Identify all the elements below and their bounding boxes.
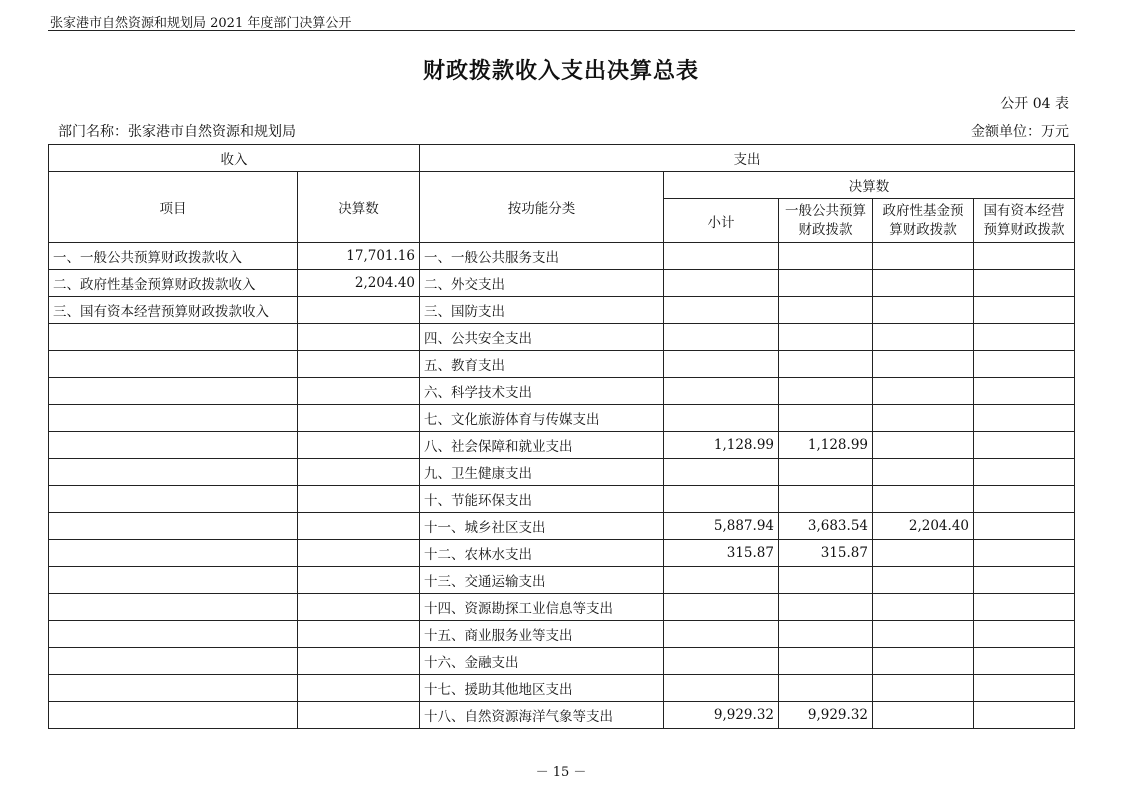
- subtotal-cell: [664, 459, 779, 486]
- gov-fund-cell: [873, 351, 974, 378]
- expense-item-cell: 十七、援助其他地区支出: [420, 675, 664, 702]
- gov-fund-cell: [873, 486, 974, 513]
- expense-item-cell: 五、教育支出: [420, 351, 664, 378]
- table-body: [49, 243, 1075, 729]
- subtotal-cell: [664, 378, 779, 405]
- income-item-cell: [49, 594, 298, 621]
- income-amount-cell: [298, 675, 420, 702]
- general-budget-cell: [779, 459, 873, 486]
- income-item-cell: [49, 621, 298, 648]
- income-amount-cell: [298, 621, 420, 648]
- income-amount-cell: [298, 432, 420, 459]
- gov-fund-cell: [873, 297, 974, 324]
- gov-fund-cell: [873, 702, 974, 729]
- general-budget-cell: [779, 486, 873, 513]
- income-amount-cell: [298, 405, 420, 432]
- general-budget-cell: [779, 567, 873, 594]
- table-row: [49, 432, 1075, 459]
- income-amount-cell: [298, 540, 420, 567]
- subtotal-cell: 1,128.99: [664, 432, 779, 459]
- state-capital-cell: [974, 351, 1075, 378]
- state-capital-cell: [974, 432, 1075, 459]
- gov-fund-cell: [873, 567, 974, 594]
- expense-item-cell: 二、外交支出: [420, 270, 664, 297]
- gov-fund-cell: 2,204.40: [873, 513, 974, 540]
- income-amount-cell: [298, 351, 420, 378]
- income-amount-cell: 17,701.16: [298, 243, 420, 270]
- gov-fund-cell: [873, 621, 974, 648]
- income-amount-cell: [298, 486, 420, 513]
- income-item-cell: 三、国有资本经营预算财政拨款收入: [49, 297, 298, 324]
- table-row: [49, 648, 1075, 675]
- general-budget-cell: [779, 405, 873, 432]
- income-item-cell: [49, 675, 298, 702]
- gov-fund-cell: [873, 594, 974, 621]
- state-capital-cell: [974, 513, 1075, 540]
- gov-fund-cell: [873, 378, 974, 405]
- subtotal-cell: 5,887.94: [664, 513, 779, 540]
- expense-item-cell: 九、卫生健康支出: [420, 459, 664, 486]
- item-header: 项目: [49, 172, 298, 243]
- income-item-cell: [49, 486, 298, 513]
- table-row: [49, 675, 1075, 702]
- general-budget-cell: [779, 378, 873, 405]
- state-capital-cell: [974, 594, 1075, 621]
- income-amount-cell: [298, 378, 420, 405]
- table-row: [49, 621, 1075, 648]
- income-amount-cell: [298, 459, 420, 486]
- income-amount-cell: [298, 324, 420, 351]
- state-capital-cell: [974, 486, 1075, 513]
- gov-fund-cell: [873, 432, 974, 459]
- subtotal-cell: [664, 270, 779, 297]
- expense-item-cell: 十八、自然资源海洋气象等支出: [420, 702, 664, 729]
- state-capital-cell: [974, 459, 1075, 486]
- table-row: [49, 540, 1075, 567]
- state-capital-cell: [974, 540, 1075, 567]
- gov-fund-cell: [873, 459, 974, 486]
- expense-item-cell: 十一、城乡社区支出: [420, 513, 664, 540]
- gov-fund-header: 政府性基金预算财政拨款: [873, 199, 974, 243]
- state-capital-cell: [974, 567, 1075, 594]
- subtotal-cell: 9,929.32: [664, 702, 779, 729]
- expense-item-cell: 六、科学技术支出: [420, 378, 664, 405]
- expense-item-cell: 十二、农林水支出: [420, 540, 664, 567]
- general-budget-cell: [779, 621, 873, 648]
- expense-item-cell: 三、国防支出: [420, 297, 664, 324]
- income-item-cell: [49, 540, 298, 567]
- income-amount-cell: [298, 297, 420, 324]
- income-amount-cell: 2,204.40: [298, 270, 420, 297]
- income-item-cell: 二、政府性基金预算财政拨款收入: [49, 270, 298, 297]
- budget-amount-header: 决算数: [298, 172, 420, 243]
- income-item-cell: [49, 351, 298, 378]
- department-name: 部门名称：张家港市自然资源和规划局: [58, 124, 296, 140]
- state-capital-cell: [974, 702, 1075, 729]
- general-budget-cell: [779, 324, 873, 351]
- state-capital-cell: [974, 648, 1075, 675]
- income-amount-cell: [298, 702, 420, 729]
- state-capital-cell: [974, 675, 1075, 702]
- income-item-cell: [49, 432, 298, 459]
- subtotal-cell: [664, 486, 779, 513]
- income-item-cell: [49, 648, 298, 675]
- state-capital-cell: [974, 405, 1075, 432]
- functional-class-header: 按功能分类: [420, 172, 664, 243]
- general-budget-cell: [779, 270, 873, 297]
- expense-item-cell: 十五、商业服务业等支出: [420, 621, 664, 648]
- fiscal-summary-table: [48, 144, 1075, 729]
- expense-item-cell: 十、节能环保支出: [420, 486, 664, 513]
- subtotal-cell: [664, 297, 779, 324]
- page-number: － 15 －: [535, 765, 587, 780]
- income-item-cell: [49, 459, 298, 486]
- subtotal-cell: [664, 351, 779, 378]
- subtotal-cell: [664, 594, 779, 621]
- state-capital-header: 国有资本经营预算财政拨款: [974, 199, 1075, 243]
- general-budget-cell: [779, 297, 873, 324]
- income-item-cell: [49, 513, 298, 540]
- subtotal-cell: [664, 405, 779, 432]
- subtotal-cell: [664, 648, 779, 675]
- running-header: 张家港市自然资源和规划局 2021 年度部门决算公开: [50, 16, 352, 31]
- subtotal-cell: [664, 243, 779, 270]
- subtotal-header: 小计: [664, 199, 779, 243]
- table-row: [49, 459, 1075, 486]
- table-row: [49, 378, 1075, 405]
- general-budget-header: 一般公共预算财政拨款: [779, 199, 873, 243]
- expense-item-cell: 一、一般公共服务支出: [420, 243, 664, 270]
- table-row: [49, 486, 1075, 513]
- table-row: [49, 567, 1075, 594]
- table-row: [49, 513, 1075, 540]
- table-row: [49, 351, 1075, 378]
- header-divider: [48, 30, 1075, 31]
- expense-header: 支出: [420, 145, 1075, 172]
- subtotal-cell: [664, 324, 779, 351]
- subtotal-cell: [664, 675, 779, 702]
- gov-fund-cell: [873, 675, 974, 702]
- general-budget-cell: [779, 351, 873, 378]
- gov-fund-cell: [873, 648, 974, 675]
- table-row: [49, 297, 1075, 324]
- gov-fund-cell: [873, 405, 974, 432]
- table-row: [49, 405, 1075, 432]
- gov-fund-cell: [873, 324, 974, 351]
- amount-unit: 金额单位：万元: [971, 124, 1069, 140]
- expense-item-cell: 十三、交通运输支出: [420, 567, 664, 594]
- expense-item-cell: 四、公共安全支出: [420, 324, 664, 351]
- subtotal-cell: 315.87: [664, 540, 779, 567]
- state-capital-cell: [974, 270, 1075, 297]
- state-capital-cell: [974, 243, 1075, 270]
- subtotal-cell: [664, 621, 779, 648]
- gov-fund-cell: [873, 270, 974, 297]
- form-code: 公开 04 表: [1000, 96, 1069, 112]
- income-item-cell: [49, 567, 298, 594]
- general-budget-cell: [779, 675, 873, 702]
- general-budget-cell: 1,128.99: [779, 432, 873, 459]
- income-item-cell: [49, 405, 298, 432]
- income-amount-cell: [298, 648, 420, 675]
- state-capital-cell: [974, 378, 1075, 405]
- document-title: 财政拨款收入支出决算总表: [422, 58, 699, 84]
- table-row: [49, 270, 1075, 297]
- state-capital-cell: [974, 324, 1075, 351]
- expense-item-cell: 七、文化旅游体育与传媒支出: [420, 405, 664, 432]
- expense-item-cell: 十六、金融支出: [420, 648, 664, 675]
- state-capital-cell: [974, 297, 1075, 324]
- general-budget-cell: 315.87: [779, 540, 873, 567]
- table-row: [49, 594, 1075, 621]
- income-item-cell: 一、一般公共预算财政拨款收入: [49, 243, 298, 270]
- table-row: [49, 243, 1075, 270]
- income-header: 收入: [49, 145, 420, 172]
- table-row: [49, 702, 1075, 729]
- gov-fund-cell: [873, 243, 974, 270]
- income-amount-cell: [298, 567, 420, 594]
- general-budget-cell: [779, 243, 873, 270]
- income-amount-cell: [298, 594, 420, 621]
- state-capital-cell: [974, 621, 1075, 648]
- income-item-cell: [49, 378, 298, 405]
- general-budget-cell: 9,929.32: [779, 702, 873, 729]
- income-item-cell: [49, 324, 298, 351]
- subtotal-cell: [664, 567, 779, 594]
- table-row: [49, 324, 1075, 351]
- income-item-cell: [49, 702, 298, 729]
- gov-fund-cell: [873, 540, 974, 567]
- settlement-header: 决算数: [664, 172, 1075, 199]
- general-budget-cell: 3,683.54: [779, 513, 873, 540]
- income-amount-cell: [298, 513, 420, 540]
- expense-item-cell: 十四、资源勘探工业信息等支出: [420, 594, 664, 621]
- general-budget-cell: [779, 648, 873, 675]
- general-budget-cell: [779, 594, 873, 621]
- expense-item-cell: 八、社会保障和就业支出: [420, 432, 664, 459]
